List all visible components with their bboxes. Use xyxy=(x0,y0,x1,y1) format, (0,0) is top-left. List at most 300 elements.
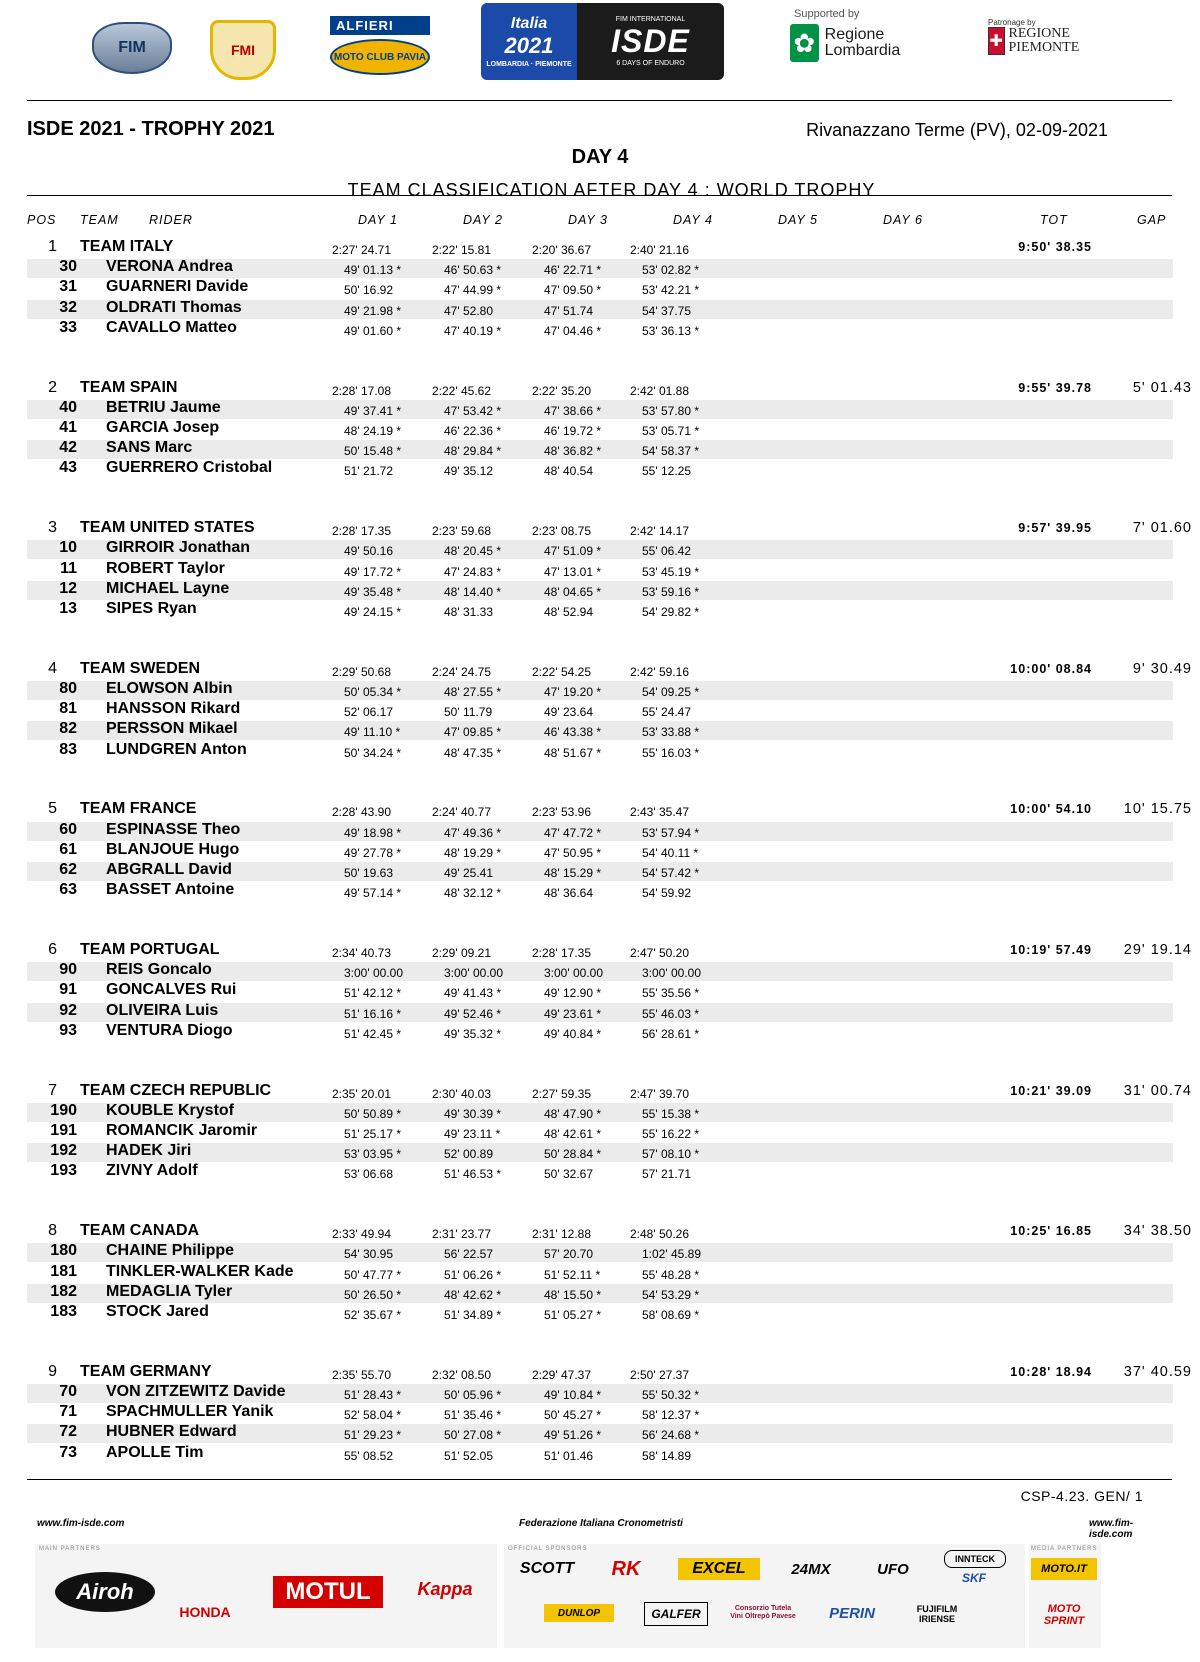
rider-day2-time: 49' 25.41 xyxy=(444,866,494,880)
rider-name: SANS Marc xyxy=(106,439,193,457)
rider-day4-time: 55' 50.32 * xyxy=(642,1388,700,1402)
rider-day4-time: 58' 08.69 * xyxy=(642,1308,700,1322)
piemonte-name: REGIONE PIEMONTE xyxy=(1008,26,1080,55)
rider-row xyxy=(27,320,1173,339)
rider-day4-time: 55' 16.03 * xyxy=(642,745,700,760)
rider-day2-time: 47' 52.80 xyxy=(444,303,494,318)
rider-day4-time: 53' 45.19 * xyxy=(642,564,700,579)
rider-row xyxy=(27,279,1173,298)
team-position: 4 xyxy=(48,659,57,677)
rider-row xyxy=(27,701,1173,720)
sponsor-innteck: INNTECK xyxy=(944,1550,1006,1568)
main-partners-band xyxy=(35,1544,497,1648)
rider-day4-time: 53' 05.71 * xyxy=(642,424,700,438)
rider-day1-time: 49' 24.15 * xyxy=(344,605,402,619)
sponsor-fujifilm: FUJIFILM IRIENSE xyxy=(916,1604,958,1624)
rider-name: HANSSON Rikard xyxy=(106,700,241,718)
rider-day2-time: 48' 42.62 * xyxy=(444,1287,502,1302)
rider-day2-time: 50' 11.79 xyxy=(444,705,493,720)
rider-name: VERONA Andrea xyxy=(106,258,233,276)
rider-day3-time: 48' 52.94 xyxy=(544,605,594,619)
sponsor-honda: HONDA xyxy=(179,1604,231,1620)
rider-name: REIS Goncalo xyxy=(106,961,212,979)
rider-day2-time: 51' 46.53 * xyxy=(444,1167,502,1182)
team-day3-time: 2:29' 47.37 xyxy=(532,1367,592,1382)
rider-day1-time: 48' 24.19 * xyxy=(344,424,402,438)
rider-day3-time: 47' 38.66 * xyxy=(544,403,602,418)
rider-row xyxy=(27,742,1173,761)
rider-name: MEDAGLIA Tyler xyxy=(106,1282,233,1300)
col-day6: DAY 6 xyxy=(883,213,923,227)
team-row xyxy=(27,941,1192,961)
rider-day2-time: 51' 35.46 * xyxy=(444,1408,502,1423)
team-name: TEAM FRANCE xyxy=(80,800,197,818)
rider-row xyxy=(27,1003,1173,1022)
rider-number: 181 xyxy=(50,1262,77,1280)
team-total-time: 9:57' 39.95 xyxy=(1018,521,1092,536)
rider-day1-time: 50' 19.63 xyxy=(344,866,394,880)
rider-day4-time: 54' 59.92 xyxy=(642,886,692,901)
moto-club-pavia-label: MOTO CLUB PAVIA xyxy=(330,39,430,75)
rider-name: GARCIA Josep xyxy=(106,419,220,436)
rider-day4-time: 1:02' 45.89 xyxy=(642,1247,702,1262)
sponsor-24mx: 24MX xyxy=(791,1560,831,1578)
footer-url-left: www.fim-isde.com xyxy=(37,1518,125,1529)
col-day1: DAY 1 xyxy=(358,213,398,227)
rider-day4-time: 55' 24.47 xyxy=(642,705,692,720)
rider-day3-time: 47' 50.95 * xyxy=(544,845,602,860)
rider-row xyxy=(27,400,1173,419)
rider-day4-time: 58' 14.89 xyxy=(642,1448,692,1463)
fmi-logo xyxy=(210,20,276,80)
team-position: 6 xyxy=(48,941,57,958)
rider-number: 190 xyxy=(50,1101,77,1119)
team-day4-time: 2:50' 27.37 xyxy=(630,1367,690,1382)
rider-number: 41 xyxy=(59,419,77,436)
rider-name: HADEK Jiri xyxy=(106,1142,192,1160)
rider-row xyxy=(27,561,1173,580)
rider-day2-time: 49' 41.43 * xyxy=(444,986,502,1001)
team-day3-time: 2:23' 53.96 xyxy=(532,805,592,820)
alfieri-label: ALFIERI xyxy=(330,16,430,35)
rider-name: TINKLER-WALKER Kade xyxy=(106,1262,294,1280)
rider-name: OLIVEIRA Luis xyxy=(106,1001,219,1019)
rider-day2-time: 46' 22.36 * xyxy=(444,424,502,438)
rider-day1-time: 49' 17.72 * xyxy=(344,564,402,579)
rider-name: MICHAEL Layne xyxy=(106,579,230,597)
rider-day3-time: 47' 51.09 * xyxy=(544,544,602,559)
rider-day4-time: 56' 24.68 * xyxy=(642,1428,700,1443)
rider-row xyxy=(27,1304,1173,1323)
rider-name: VON ZITZEWITZ Davide xyxy=(106,1383,286,1400)
rider-number: 182 xyxy=(50,1282,77,1300)
rider-row xyxy=(27,1424,1173,1443)
rider-day1-time: 50' 34.24 * xyxy=(344,745,402,760)
rider-day1-time: 49' 57.14 * xyxy=(344,886,402,901)
isde-2021-logo xyxy=(481,3,724,80)
team-gap: 7' 01.60 xyxy=(1132,520,1192,537)
rider-day1-time: 50' 47.77 * xyxy=(344,1267,402,1282)
rider-day3-time: 48' 47.90 * xyxy=(544,1106,602,1121)
rider-day3-time: 47' 04.46 * xyxy=(544,323,602,338)
team-position: 3 xyxy=(48,519,57,537)
rider-day1-time: 51' 21.72 xyxy=(344,464,394,479)
location-date: Rivanazzano Terme (PV), 02-09-2021 xyxy=(806,120,1108,140)
sponsor-ufo: UFO xyxy=(877,1560,909,1578)
rider-day4-time: 55' 35.56 * xyxy=(642,986,700,1001)
team-day3-time: 2:28' 17.35 xyxy=(532,946,592,960)
rider-day3-time: 48' 36.82 * xyxy=(544,444,602,459)
lombardia-name: Regione Lombardia xyxy=(824,26,901,59)
isde-fim-text: FIM INTERNATIONAL xyxy=(615,16,686,23)
rider-name: LUNDGREN Anton xyxy=(106,740,247,758)
rider-name: GIRROIR Jonathan xyxy=(106,539,251,557)
isde-italia-text: Italia xyxy=(510,15,548,32)
rider-day1-time: 49' 18.98 * xyxy=(344,825,402,840)
col-day4: DAY 4 xyxy=(673,213,713,227)
team-day3-time: 2:22' 54.25 xyxy=(532,664,592,679)
sponsor-skf: SKF xyxy=(962,1571,986,1585)
rider-day4-time: 57' 21.71 xyxy=(642,1167,692,1182)
sponsor-airoh: Airoh xyxy=(55,1572,155,1612)
rider-day1-time: 49' 21.98 * xyxy=(344,303,402,318)
sponsor-scott: SCOTT xyxy=(519,1560,575,1577)
rider-row xyxy=(27,420,1173,439)
team-day1-time: 2:33' 49.94 xyxy=(332,1227,392,1242)
sponsor-footer xyxy=(27,1508,1173,1658)
rider-day4-time: 53' 42.21 * xyxy=(642,283,700,298)
media-partners-band xyxy=(1029,1544,1101,1648)
rider-day2-time: 49' 35.12 xyxy=(444,464,494,479)
team-total-time: 10:21' 39.09 xyxy=(1010,1083,1092,1098)
rider-day3-time: 46' 19.72 * xyxy=(544,424,602,438)
regione-piemonte-logo xyxy=(988,18,1098,68)
rider-row xyxy=(27,1123,1173,1142)
rider-number: 180 xyxy=(50,1242,77,1260)
rider-day3-time: 46' 43.38 * xyxy=(544,725,602,740)
rider-number: 82 xyxy=(59,720,77,738)
col-tot: TOT xyxy=(1040,213,1068,227)
regione-lombardia-logo xyxy=(790,8,930,78)
team-day1-time: 2:28' 43.90 xyxy=(332,805,392,820)
rider-name: BETRIU Jaume xyxy=(106,398,221,416)
rider-number: 80 xyxy=(59,680,77,697)
team-day1-time: 2:27' 24.71 xyxy=(332,243,392,257)
rider-day3-time: 50' 28.84 * xyxy=(544,1147,602,1162)
team-total-time: 10:28' 18.94 xyxy=(1010,1364,1092,1379)
team-day2-time: 2:32' 08.50 xyxy=(432,1367,492,1382)
team-day2-time: 2:30' 40.03 xyxy=(432,1086,492,1101)
sponsor-kappa: Kappa xyxy=(417,1578,473,1599)
rider-day4-time: 55' 15.38 * xyxy=(642,1106,700,1121)
sponsor-dunlop: DUNLOP xyxy=(544,1604,614,1622)
rider-day2-time: 48' 20.45 * xyxy=(444,544,502,559)
team-name: TEAM GERMANY xyxy=(80,1362,212,1380)
rider-day4-time: 54' 29.82 * xyxy=(642,605,700,619)
team-position: 8 xyxy=(48,1222,57,1240)
rider-day3-time: 48' 36.64 xyxy=(544,886,594,901)
sponsor-motul: MOTUL xyxy=(273,1576,383,1608)
team-day1-time: 2:35' 20.01 xyxy=(332,1086,392,1101)
team-total-time: 10:00' 08.84 xyxy=(1010,661,1092,676)
rider-day1-time: 49' 27.78 * xyxy=(344,845,402,860)
rider-day3-time: 49' 40.84 * xyxy=(544,1026,602,1041)
rider-day4-time: 54' 53.29 * xyxy=(642,1287,700,1302)
col-team: TEAM xyxy=(80,213,119,227)
rider-day3-time: 46' 22.71 * xyxy=(544,263,602,278)
team-row xyxy=(27,378,1192,399)
rider-number: 10 xyxy=(59,539,77,557)
rider-name: VENTURA Diogo xyxy=(106,1021,233,1039)
rider-row xyxy=(27,842,1173,861)
rider-number: 63 xyxy=(59,881,77,899)
team-position: 1 xyxy=(48,238,57,255)
team-name: TEAM ITALY xyxy=(80,238,174,255)
team-name: TEAM UNITED STATES xyxy=(80,519,255,537)
team-day4-time: 2:42' 59.16 xyxy=(630,664,690,679)
team-row xyxy=(27,1081,1192,1102)
rider-day3-time: 51' 52.11 * xyxy=(544,1267,601,1282)
subtitle-divider xyxy=(27,195,1172,196)
rider-day2-time: 48' 27.55 * xyxy=(444,685,502,699)
rider-name: CHAINE Philippe xyxy=(106,1242,235,1260)
rider-day1-time: 49' 11.10 * xyxy=(344,725,401,740)
rider-name: GUARNERI Davide xyxy=(106,278,249,296)
rider-day3-time: 47' 19.20 * xyxy=(544,685,602,699)
rider-day2-time: 48' 47.35 * xyxy=(444,745,502,760)
sponsor-excel: EXCEL xyxy=(678,1558,760,1580)
team-day2-time: 2:29' 09.21 xyxy=(432,946,492,960)
rider-name: OLDRATI Thomas xyxy=(106,298,242,316)
team-position: 9 xyxy=(48,1362,57,1380)
rider-day1-time: 50' 26.50 * xyxy=(344,1287,402,1302)
team-day2-time: 2:23' 59.68 xyxy=(432,524,492,539)
rider-day3-time: 51' 05.27 * xyxy=(544,1308,602,1322)
team-total-time: 9:55' 39.78 xyxy=(1018,380,1092,395)
team-gap: 5' 01.43 xyxy=(1132,379,1192,396)
rider-day1-time: 49' 35.48 * xyxy=(344,584,402,599)
rider-day3-time: 47' 13.01 * xyxy=(544,564,602,579)
rider-day4-time: 53' 33.88 * xyxy=(642,725,700,740)
team-day4-time: 2:48' 50.26 xyxy=(630,1227,690,1242)
rider-number: 83 xyxy=(59,740,77,758)
isde-year-text: 2021 xyxy=(504,33,554,58)
rider-name: ELOWSON Albin xyxy=(106,680,233,697)
rider-day2-time: 50' 27.08 * xyxy=(444,1428,502,1443)
rider-day1-time: 49' 50.16 xyxy=(344,544,394,559)
team-row xyxy=(27,519,1192,539)
rider-day3-time: 57' 20.70 xyxy=(544,1247,594,1262)
rider-day4-time: 54' 09.25 * xyxy=(642,685,700,699)
rider-number: 11 xyxy=(60,559,77,577)
team-row xyxy=(27,800,1192,820)
isde-region-text: LOMBARDIA · PIEMONTE xyxy=(486,61,572,68)
rider-row xyxy=(27,1384,1173,1403)
rider-day3-time: 47' 09.50 * xyxy=(544,283,602,298)
sponsor-moto-sprint: MOTO SPRINT xyxy=(1043,1603,1085,1627)
rider-day1-time: 51' 16.16 * xyxy=(344,1006,402,1021)
rider-day1-time: 55' 08.52 xyxy=(344,1448,394,1463)
team-name: TEAM CANADA xyxy=(80,1222,200,1240)
rider-row xyxy=(27,1284,1173,1303)
ficr-label: Federazione Italiana Cronometristi xyxy=(519,1518,683,1529)
rider-day4-time: 53' 57.94 * xyxy=(642,825,700,840)
sponsor-perin: PERIN xyxy=(829,1604,875,1622)
rider-name: ROMANCIK Jaromir xyxy=(106,1122,258,1139)
col-day3: DAY 3 xyxy=(568,213,608,227)
rider-day1-time: 50' 05.34 * xyxy=(344,685,402,699)
col-pos: POS xyxy=(27,213,57,227)
rider-day3-time: 49' 51.26 * xyxy=(544,1428,602,1443)
rider-day1-time: 51' 42.12 * xyxy=(344,986,402,1001)
rider-day4-time: 53' 36.13 * xyxy=(642,323,700,338)
rider-day1-time: 53' 03.95 * xyxy=(344,1147,402,1162)
rider-day1-time: 49' 01.13 * xyxy=(344,263,402,278)
team-day3-time: 2:23' 08.75 xyxy=(532,524,592,539)
rider-day2-time: 48' 31.33 xyxy=(444,605,494,619)
rider-number: 40 xyxy=(59,398,77,416)
rider-day2-time: 50' 05.96 * xyxy=(444,1388,502,1402)
rider-day4-time: 55' 16.22 * xyxy=(642,1127,700,1141)
rider-number: 70 xyxy=(59,1383,77,1400)
rider-number: 93 xyxy=(59,1021,77,1039)
rider-day1-time: 51' 29.23 * xyxy=(344,1428,402,1443)
team-day2-time: 2:22' 45.62 xyxy=(432,383,492,398)
sponsor-galfer: GALFER xyxy=(644,1602,708,1626)
rider-number: 43 xyxy=(59,459,77,477)
rider-day4-time: 54' 58.37 * xyxy=(642,444,700,459)
rider-day3-time: 48' 15.50 * xyxy=(544,1287,602,1302)
rider-row xyxy=(27,882,1173,901)
rider-day1-time: 49' 37.41 * xyxy=(344,403,402,418)
official-sponsors-band xyxy=(504,1544,1025,1648)
rider-day4-time: 3:00' 00.00 xyxy=(642,966,702,981)
rider-day3-time: 48' 04.65 * xyxy=(544,584,602,599)
team-day2-time: 2:24' 40.77 xyxy=(432,805,492,820)
team-day4-time: 2:40' 21.16 xyxy=(630,243,690,257)
rider-day4-time: 54' 40.11 * xyxy=(642,845,699,860)
rider-row xyxy=(27,1143,1173,1162)
rider-name: BLANJOUE Hugo xyxy=(106,840,240,858)
rider-name: SPACHMULLER Yanik xyxy=(106,1403,274,1421)
rider-day3-time: 50' 45.27 * xyxy=(544,1408,602,1423)
team-name: TEAM PORTUGAL xyxy=(80,941,220,958)
rider-day4-time: 54' 57.42 * xyxy=(642,866,700,880)
rider-day4-time: 55' 46.03 * xyxy=(642,1006,700,1021)
rider-day1-time: 52' 35.67 * xyxy=(344,1308,402,1322)
rider-number: 183 xyxy=(50,1303,77,1320)
rider-number: 71 xyxy=(59,1403,77,1421)
rider-day3-time: 3:00' 00.00 xyxy=(544,966,604,981)
rider-row xyxy=(27,1163,1173,1182)
rider-day2-time: 47' 49.36 * xyxy=(444,825,502,840)
rider-day3-time: 48' 15.29 * xyxy=(544,866,602,880)
rider-name: HUBNER Edward xyxy=(106,1423,237,1441)
rider-day1-time: 50' 50.89 * xyxy=(344,1106,402,1121)
rider-row xyxy=(27,962,1173,981)
rider-row xyxy=(27,601,1173,620)
team-day3-time: 2:20' 36.67 xyxy=(532,243,592,257)
team-total-time: 10:25' 16.85 xyxy=(1010,1224,1092,1239)
team-day2-time: 2:24' 24.75 xyxy=(432,664,492,679)
rider-name: ABGRALL David xyxy=(106,861,232,878)
team-row xyxy=(27,1222,1192,1242)
fim-logo-text: FIM xyxy=(118,39,146,56)
rider-row xyxy=(27,681,1173,700)
rider-day2-time: 49' 30.39 * xyxy=(444,1106,502,1121)
team-day1-time: 2:29' 50.68 xyxy=(332,664,392,679)
rider-number: 193 xyxy=(50,1162,77,1180)
team-gap: 37' 40.59 xyxy=(1123,1363,1192,1380)
team-gap: 31' 00.74 xyxy=(1123,1082,1192,1099)
team-position: 2 xyxy=(48,378,57,396)
rider-day2-time: 47' 40.19 * xyxy=(444,323,502,338)
rider-day1-time: 51' 25.17 * xyxy=(344,1127,402,1141)
page-title: ISDE 2021 - TROPHY 2021 xyxy=(27,118,275,140)
rider-name: CAVALLO Matteo xyxy=(106,318,237,336)
rider-row xyxy=(27,300,1173,319)
rider-day2-time: 52' 00.89 xyxy=(444,1147,494,1162)
rider-day3-time: 51' 01.46 xyxy=(544,1448,594,1463)
team-name: TEAM CZECH REPUBLIC xyxy=(80,1081,272,1099)
header-divider xyxy=(27,100,1172,101)
rider-day1-time: 52' 58.04 * xyxy=(344,1408,402,1423)
header-logos xyxy=(0,0,1200,95)
day-title: DAY 4 xyxy=(571,146,629,168)
rider-name: ROBERT Taylor xyxy=(106,559,225,577)
fim-logo xyxy=(92,22,172,74)
rider-day1-time: 50' 15.48 * xyxy=(344,444,402,459)
supported-by-label: Supported by xyxy=(794,8,860,20)
col-gap: GAP xyxy=(1137,213,1167,227)
rider-row xyxy=(27,581,1173,600)
official-sponsors-label: OFFICIAL SPONSORS xyxy=(508,1546,588,1552)
rider-day4-time: 53' 02.82 * xyxy=(642,263,700,278)
rider-day2-time: 51' 06.26 * xyxy=(444,1267,502,1282)
rider-day4-time: 53' 59.16 * xyxy=(642,584,700,599)
rider-day2-time: 47' 09.85 * xyxy=(444,725,502,740)
patronage-label: Patronage by xyxy=(988,18,1036,27)
rider-day3-time: 47' 47.72 * xyxy=(544,825,602,840)
rider-day2-time: 48' 19.29 * xyxy=(444,845,502,860)
rider-day1-time: 50' 16.92 xyxy=(344,283,394,298)
rider-row xyxy=(27,982,1173,1001)
rider-number: 31 xyxy=(59,278,77,296)
rider-day2-time: 51' 52.05 xyxy=(444,1448,494,1463)
rider-number: 81 xyxy=(59,700,77,718)
fmi-logo-text: FMI xyxy=(230,42,256,58)
rider-day2-time: 56' 22.57 xyxy=(444,1247,494,1262)
rider-day3-time: 49' 12.90 * xyxy=(544,986,602,1001)
rider-row xyxy=(27,540,1173,559)
rider-row xyxy=(27,440,1173,459)
rider-day2-time: 51' 34.89 * xyxy=(444,1308,502,1322)
team-day4-time: 2:42' 14.17 xyxy=(630,524,690,539)
rider-row xyxy=(27,259,1173,278)
rider-day4-time: 56' 28.61 * xyxy=(642,1026,700,1041)
rider-day4-time: 55' 06.42 xyxy=(642,544,692,559)
rider-number: 62 xyxy=(59,861,77,878)
team-total-time: 10:00' 54.10 xyxy=(1010,802,1092,817)
rider-name: ZIVNY Adolf xyxy=(106,1162,198,1180)
rider-day1-time: 51' 28.43 * xyxy=(344,1388,402,1402)
rider-day4-time: 58' 12.37 * xyxy=(642,1408,700,1423)
col-rider: RIDER xyxy=(149,213,193,227)
team-gap: 9' 30.49 xyxy=(1132,660,1192,677)
rider-number: 91 xyxy=(59,981,77,999)
rider-number: 42 xyxy=(59,439,77,457)
rider-day1-time: 49' 01.60 * xyxy=(344,323,402,338)
